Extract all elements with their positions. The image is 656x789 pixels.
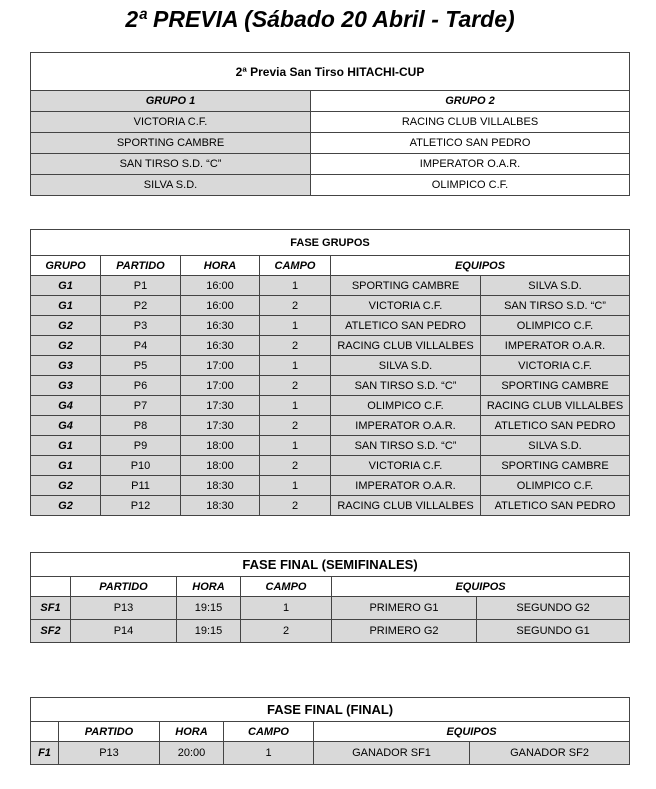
home-team: OLIMPICO C.F. [331,396,481,416]
match-number: P6 [101,376,181,396]
group-code: G2 [31,336,101,356]
home-team: ATLETICO SAN PEDRO [331,316,481,336]
table-row [31,436,630,456]
match-code: SF1 [31,597,71,620]
table-row [31,316,630,336]
table-row [31,476,630,496]
group-code: G4 [31,416,101,436]
group2-team: IMPERATOR O.A.R. [311,154,630,175]
home-team: VICTORIA C.F. [331,296,481,316]
match-time: 17:30 [181,396,260,416]
match-number: P2 [101,296,181,316]
column-header-equipos: EQUIPOS [331,256,630,276]
match-number: P13 [71,597,177,620]
match-number: P8 [101,416,181,436]
match-number: P7 [101,396,181,416]
away-team: OLIMPICO C.F. [481,316,630,336]
match-number: P9 [101,436,181,456]
column-header-equipos: EQUIPOS [332,577,630,597]
groups-header: 2ª Previa San Tirso HITACHI-CUP [31,53,630,91]
group1-team: SAN TIRSO S.D. “C” [31,154,311,175]
match-time: 16:30 [181,316,260,336]
match-number: P3 [101,316,181,336]
away-team: GANADOR SF2 [470,742,630,765]
home-team: IMPERATOR O.A.R. [331,476,481,496]
match-field: 2 [260,416,331,436]
table-row [31,112,630,133]
table-row [31,456,630,476]
match-number: P10 [101,456,181,476]
table-row [31,296,630,316]
away-team: VICTORIA C.F. [481,356,630,376]
match-code: SF2 [31,620,71,643]
semifinals-table [30,552,630,643]
group2-team: OLIMPICO C.F. [311,175,630,196]
match-field: 1 [260,316,331,336]
group-code: G1 [31,436,101,456]
home-team: PRIMERO G1 [332,597,477,620]
match-number: P14 [71,620,177,643]
away-team: OLIMPICO C.F. [481,476,630,496]
group-code: G3 [31,356,101,376]
home-team: PRIMERO G2 [332,620,477,643]
away-team: SAN TIRSO S.D. “C” [481,296,630,316]
semifinals-header: FASE FINAL (SEMIFINALES) [31,553,630,577]
column-header-campo: CAMPO [224,722,314,742]
home-team: SAN TIRSO S.D. “C” [331,436,481,456]
match-field: 1 [260,436,331,456]
column-header-grupo: GRUPO [31,256,101,276]
match-time: 20:00 [160,742,224,765]
match-field: 2 [260,456,331,476]
match-code: F1 [31,742,59,765]
table-row [31,620,630,643]
table-row [31,376,630,396]
column-header-hora: HORA [160,722,224,742]
match-time: 17:00 [181,356,260,376]
home-team: SPORTING CAMBRE [331,276,481,296]
away-team: SILVA S.D. [481,436,630,456]
match-field: 1 [260,476,331,496]
match-field: 2 [260,376,331,396]
match-field: 2 [260,496,331,516]
column-header-hora: HORA [181,256,260,276]
group1-team: SILVA S.D. [31,175,311,196]
table-row [31,396,630,416]
group-code: G2 [31,496,101,516]
away-team: SEGUNDO G1 [477,620,630,643]
group1-team: SPORTING CAMBRE [31,133,311,154]
home-team: SAN TIRSO S.D. “C” [331,376,481,396]
match-time: 18:30 [181,476,260,496]
match-field: 1 [224,742,314,765]
group1-team: VICTORIA C.F. [31,112,311,133]
table-row [31,742,630,765]
match-field: 2 [241,620,332,643]
match-field: 1 [260,276,331,296]
match-time: 17:30 [181,416,260,436]
match-time: 17:00 [181,376,260,396]
match-time: 16:00 [181,296,260,316]
final-header: FASE FINAL (FINAL) [31,698,630,722]
table-row [31,133,630,154]
match-field: 1 [260,356,331,376]
column-header-campo: CAMPO [260,256,331,276]
match-time: 19:15 [177,620,241,643]
column-header-equipos: EQUIPOS [314,722,630,742]
match-time: 18:00 [181,456,260,476]
group1-column-header: GRUPO 1 [31,91,311,112]
match-field: 1 [241,597,332,620]
group-phase-table [30,229,630,516]
match-number: P13 [59,742,160,765]
empty-corner-cell [31,577,71,597]
group-code: G2 [31,316,101,336]
match-time: 18:30 [181,496,260,516]
table-row [31,416,630,436]
group-phase-header: FASE GRUPOS [31,230,630,256]
away-team: SEGUNDO G2 [477,597,630,620]
away-team: ATLETICO SAN PEDRO [481,496,630,516]
match-time: 16:30 [181,336,260,356]
table-row [31,496,630,516]
home-team: IMPERATOR O.A.R. [331,416,481,436]
groups-table [30,52,630,196]
home-team: GANADOR SF1 [314,742,470,765]
group-code: G1 [31,456,101,476]
away-team: IMPERATOR O.A.R. [481,336,630,356]
match-time: 18:00 [181,436,260,456]
group2-team: ATLETICO SAN PEDRO [311,133,630,154]
column-header-partido: PARTIDO [101,256,181,276]
table-row [31,175,630,196]
match-number: P1 [101,276,181,296]
column-header-campo: CAMPO [241,577,332,597]
table-row [31,356,630,376]
home-team: RACING CLUB VILLALBES [331,496,481,516]
group-code: G1 [31,276,101,296]
table-row [31,336,630,356]
match-field: 2 [260,296,331,316]
group-code: G2 [31,476,101,496]
home-team: SILVA S.D. [331,356,481,376]
group2-team: RACING CLUB VILLALBES [311,112,630,133]
away-team: RACING CLUB VILLALBES [481,396,630,416]
match-time: 16:00 [181,276,260,296]
page-title: 2ª PREVIA (Sábado 20 Abril - Tarde) [125,6,515,32]
home-team: VICTORIA C.F. [331,456,481,476]
match-number: P12 [101,496,181,516]
away-team: SILVA S.D. [481,276,630,296]
column-header-partido: PARTIDO [59,722,160,742]
match-number: P5 [101,356,181,376]
match-number: P11 [101,476,181,496]
empty-corner-cell [31,722,59,742]
away-team: ATLETICO SAN PEDRO [481,416,630,436]
match-number: P4 [101,336,181,356]
column-header-hora: HORA [177,577,241,597]
away-team: SPORTING CAMBRE [481,456,630,476]
match-field: 1 [260,396,331,416]
home-team: RACING CLUB VILLALBES [331,336,481,356]
match-time: 19:15 [177,597,241,620]
column-header-partido: PARTIDO [71,577,177,597]
away-team: SPORTING CAMBRE [481,376,630,396]
group2-column-header: GRUPO 2 [311,91,630,112]
group-code: G4 [31,396,101,416]
group-code: G3 [31,376,101,396]
group-code: G1 [31,296,101,316]
table-row [31,276,630,296]
table-row [31,597,630,620]
table-row [31,154,630,175]
match-field: 2 [260,336,331,356]
final-table [30,697,630,765]
